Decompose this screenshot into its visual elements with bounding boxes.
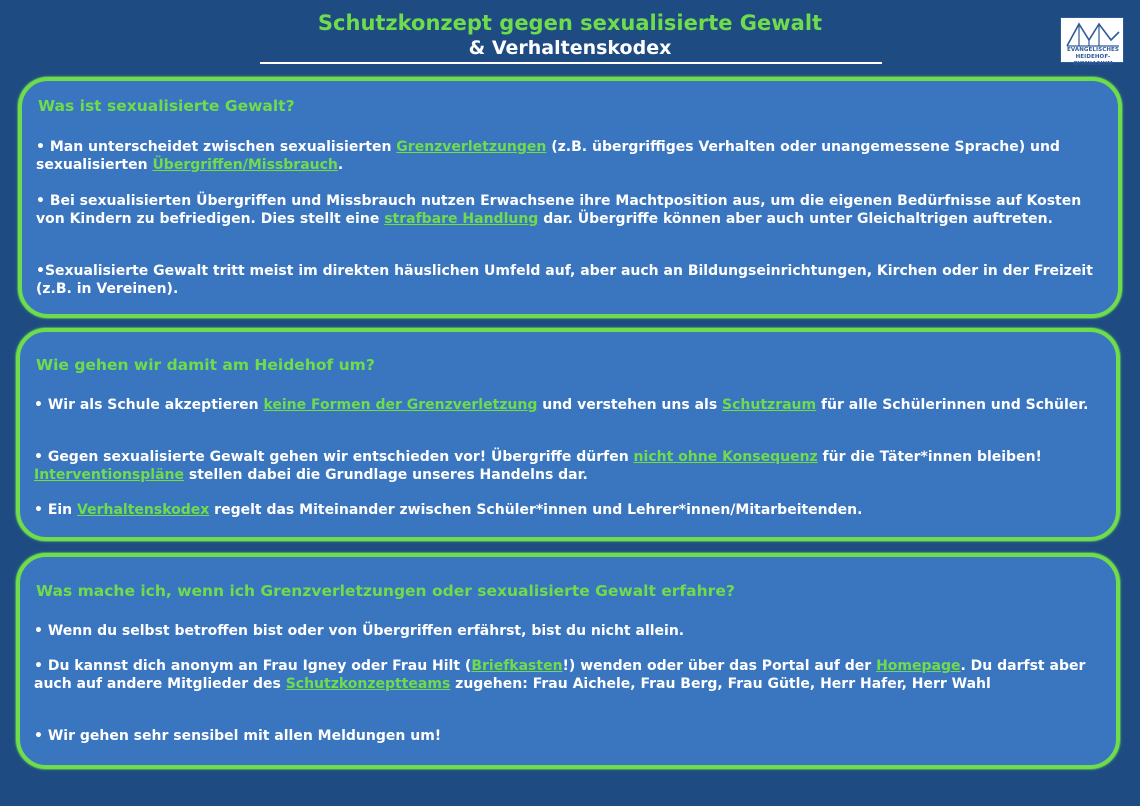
text-run: • Wir als Schule akzeptieren <box>34 397 264 413</box>
paragraph <box>34 657 1110 693</box>
highlight-term: Schutzraum <box>722 397 817 413</box>
text-run: zugehen: Frau Aichele, Frau Berg, Frau Gütle, Herr Hafer, Herr Wahl <box>450 676 991 692</box>
text-run: • Wir gehen sehr sensibel mit allen Meldungen um! <box>34 728 442 744</box>
text-run: regelt das Miteinander zwischen Schüler*innen und Lehrer*innen/Mitarbeitenden. <box>209 502 863 518</box>
text-run: stellen dabei die Grundlage unseres Handelns dar. <box>184 467 588 483</box>
paragraph <box>36 138 1112 174</box>
page-title: Schutzkonzept gegen sexualisierte Gewalt <box>317 11 823 35</box>
section-heidehof <box>16 328 1120 541</box>
text-run: • Wenn du selbst betroffen bist oder von Übergriffen erfährst, bist du nicht allein. <box>34 623 685 639</box>
text-run: • Bei sexualisierten Übergriffen und Missbrauch nutzen Erwachsene ihre Machtposition aus, um die eigenen Bedürfnisse auf Kosten von Kindern zu befriedigen. Dies stellt eine <box>36 193 1082 227</box>
highlight-term: Briefkasten <box>471 658 563 674</box>
text-run: (z.B. übergriffiges Verhalten oder unangemessene Sprache) und sexualisierten <box>36 139 1060 173</box>
section-what-is <box>18 77 1122 318</box>
title-underline <box>260 62 882 64</box>
text-run: dar. Übergriffe können aber auch unter Gleichaltrigen auftreten. <box>538 211 1053 227</box>
highlight-term: Grenzverletzungen <box>396 139 547 155</box>
text-run: und verstehen uns als <box>537 397 723 413</box>
text-run: . Du darfst aber auch auf andere Mitglieder des <box>34 658 1086 692</box>
text-run: !) wenden oder über das Portal auf der <box>562 658 877 674</box>
section-heading: Wie gehen wir damit am Heidehof um? <box>36 356 375 374</box>
paragraph <box>34 396 1110 414</box>
text-run: • Du kannst dich anonym an Frau Igney oder Frau Hilt ( <box>34 658 472 674</box>
paragraph <box>34 501 1110 519</box>
logo-line-1: EVANGELISCHES <box>1067 47 1119 53</box>
logo-line-2: HEIDEHOF-GYMNASIUM <box>1073 54 1113 67</box>
highlight-term: strafbare Handlung <box>384 211 539 227</box>
highlight-term: Homepage <box>876 658 961 674</box>
logo-roof-icon <box>1065 20 1121 48</box>
logo-text <box>1061 47 1125 68</box>
text-run: für alle Schülerinnen und Schüler. <box>816 397 1089 413</box>
section-heading: Was ist sexualisierte Gewalt? <box>38 97 295 115</box>
highlight-term: Übergriffen/Missbrauch <box>152 157 338 173</box>
highlight-term: Verhaltenskodex <box>77 502 210 518</box>
section-heading: Was mache ich, wenn ich Grenzverletzungen oder sexualisierte Gewalt erfahre? <box>36 582 735 600</box>
highlight-term: Interventionspläne <box>34 467 184 483</box>
school-logo <box>1060 17 1124 67</box>
paragraph <box>34 622 1110 640</box>
paragraph <box>34 727 1110 745</box>
text-run: . <box>337 157 344 173</box>
page-header <box>0 10 1140 60</box>
page-subtitle: & Verhaltenskodex <box>468 37 672 59</box>
text-run: für die Täter*innen bleiben! <box>817 449 1042 465</box>
highlight-term: nicht ohne Konsequenz <box>633 449 818 465</box>
paragraph <box>36 262 1112 298</box>
text-run: • Gegen sexualisierte Gewalt gehen wir entschieden vor! Übergriffe dürfen <box>34 449 634 465</box>
text-run: •Sexualisierte Gewalt tritt meist im direkten häuslichen Umfeld auf, aber auch an Bildungseinrichtungen, Kirchen oder in der Freizeit (z.B. in Vereinen). <box>36 263 1093 297</box>
highlight-term: keine Formen der Grenzverletzung <box>263 397 538 413</box>
paragraph <box>36 192 1112 228</box>
highlight-term: Schutzkonzeptteams <box>285 676 451 692</box>
text-run: • Man unterscheidet zwischen sexualisierten <box>36 139 397 155</box>
paragraph <box>34 448 1110 484</box>
text-run: • Ein <box>34 502 78 518</box>
section-what-to-do <box>16 553 1120 769</box>
